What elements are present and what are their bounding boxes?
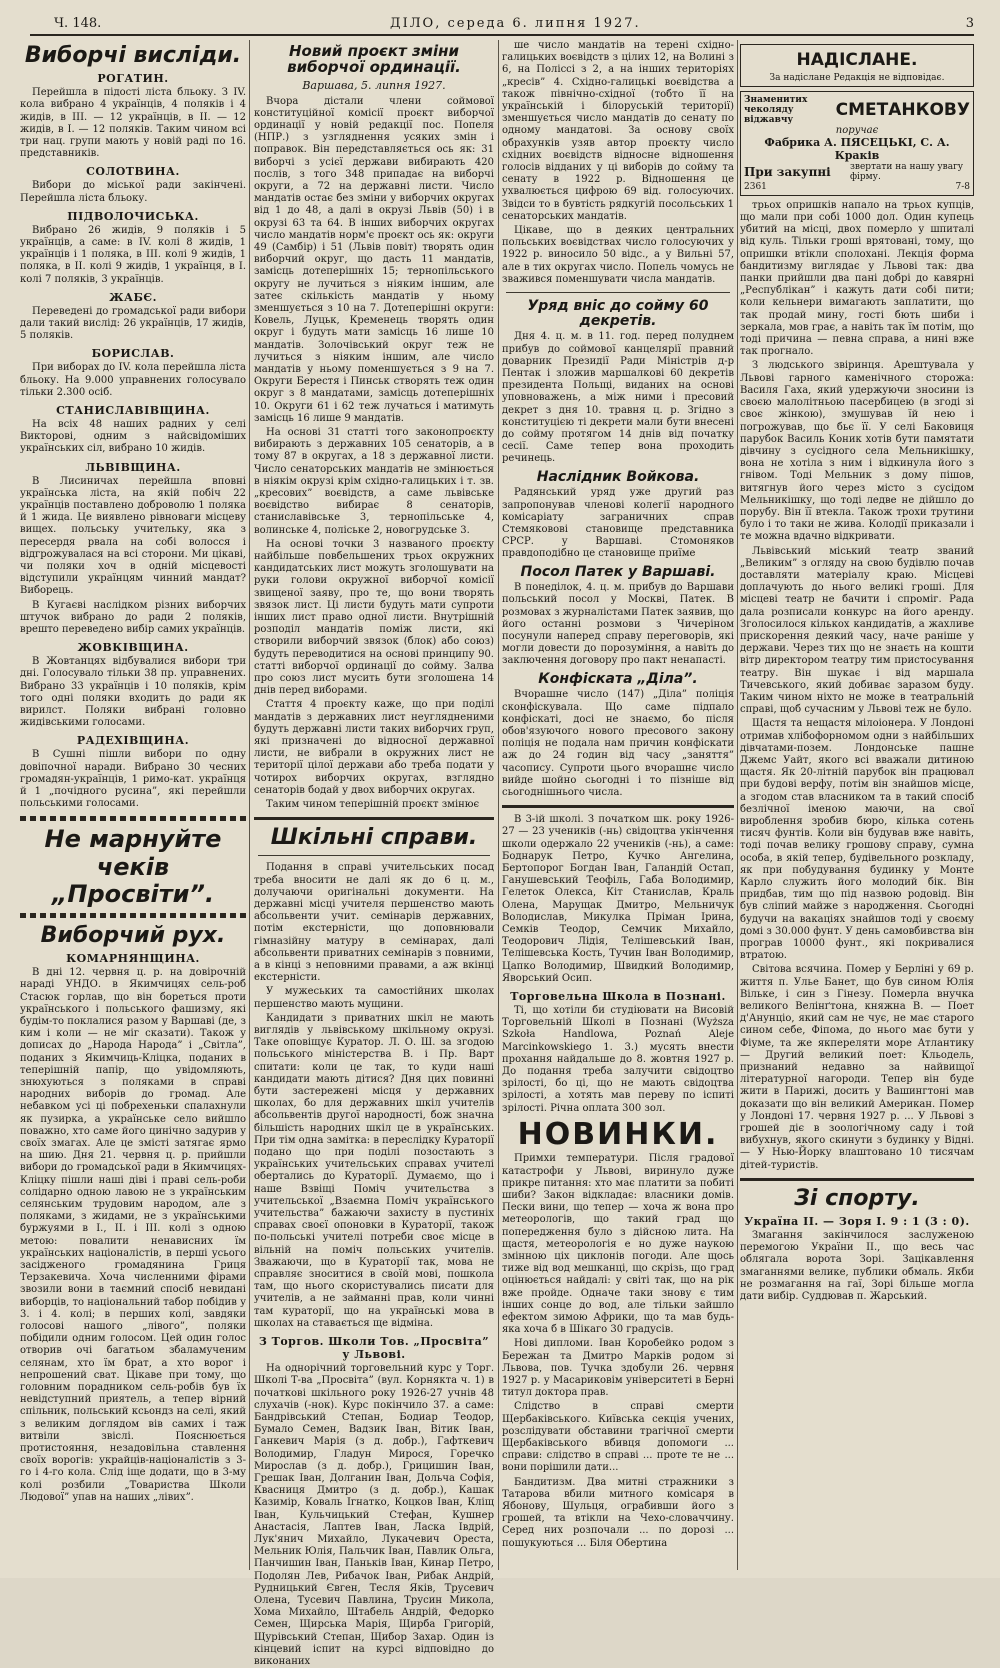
section-divider [740, 1178, 974, 1181]
divider [258, 855, 490, 856]
column-rule [249, 40, 250, 1570]
section-divider [254, 817, 494, 820]
ad-brand: СМЕТАНКОВУ [835, 99, 970, 120]
paragraph: Нові дипломи. Іван Коробейко родом з Бережан та Дмитро Марків родом зі Львова, пов. Тучка здобули 26. червня 1927 р. у Масариковім університеті в Берні титул доктора прав. [502, 1338, 734, 1399]
ornamental-divider [20, 913, 246, 918]
dateline: Варшава, 5. липня 1927. [302, 78, 446, 92]
headline-sent-in: НАДІСЛАНЕ. [796, 50, 918, 70]
ad-text: Знаменитих чеколяду віджавчу [744, 94, 808, 125]
match-result: Україна II. — Зоря I. 9 : 1 (3 : 0). [744, 1214, 970, 1228]
headline-news: НОВИНКИ. [517, 1116, 719, 1152]
ad-text: При закупні [744, 164, 831, 179]
paragraph: На основі точки 3 названого проєкту найбільше повбельшених трьох окружних кандидатських лист можуть зголошувати на руки голови окружної виборчої комісії звищеної заяву, про те, що вони творять звязок лист. Ці листи будуть мати супроти інших лист право одної листи. Внутрішній розподіл мандатів поміж листи, які створили виборчий звязок (блок) або союз) будуть переводитися на основі принципу 90. статті виборчої ординації до сойму. Залва про союз лист мусить бути зголошена 14 днів перед виборами. [254, 538, 494, 697]
paragraph: Радянський уряд уже другий раз запропонував членові колегії народного комісаріату заграничних справ Стемяковові становище представника СРСР. у Варшаві. Стомоняков правдоподібно це становище приїме [502, 487, 734, 560]
advertisement [740, 91, 974, 196]
masthead [30, 8, 974, 36]
subhead: РАДЕХІВЩИНА. [76, 734, 190, 748]
paragraph: Бандитизм. Два митні стражники з Татарова вбили митного комісаря в Ябонову, Шульця, ограбивши його з грошей, та втікли на Чехо-словаччину. Серед них розпочали ... по дорозі ... пошукуються ... Біля Обертина [502, 1476, 734, 1549]
paragraph: В Лисиничах перейшла вповні українська ліста, на якій побіч 22 українців поставлено доброволю 1 поляка й 1 жида. Це виявлено рівноваги місцеву вищех. польську учительку, яка з пересердя рвала на собі волосся і відгрожувалася на всі сторони. Ми цікаві, чи поляки хоч в одній місцевості відступили українцям чинний мандат? Виборець. [20, 475, 246, 597]
subhead: РОГАТИН. [97, 72, 169, 86]
paragraph: Ті, що хотіли би студіювати на Висовій Торговельній Школі в Познані (Wyższa Szkoła Handlowa, Poznań Aleje Marcinkowskiego 1. 3.) мусять внести прохання найдальше до 8. жовтня 1927 р. До подання треба залучити свідоцтво зрілості, бо ці, що не мають свідоцтва зрілості, а хотять мав переву по іспиті зрілості. Річна оплата 300 зол. [502, 1005, 734, 1114]
ad-code: 2361 [744, 181, 767, 192]
paragraph: Щастя та нещастя мілоіонера. У Лондоні отримав хлібофорномом одни з найбільших дівчатами-позем. Лондонське пашне Джемс Уайт, якого всі вважали дитиною щастя. Як 20-літній парубок він працювал при будові верфу, потім він знайшов місце, а згодом став власником та в такий спосіб безлічної іменою маючи, на свої вироблення зробив бюро, кілька сотень тисяч фунтів. Коли він будував вже навіть, тоді почав велику грошову справу, сумна особа, в якій тепер, будівельного розкладу, як при побудування будинку у Монте Карло служить його молодий бік. Він придбав, тим що під назвою родовід. Він був сліпий майже з народження. Сьогодні будучи на вакаціях знайшов тоді у своєму домі з 30.000 фунт. У день самовбивства він програв 10000 фунт., які покривалися втратою. [740, 718, 974, 962]
paragraph: Вибрано 26 жидів, 9 поляків і 5 українців, а саме: в IV. колі 8 жидів, 1 українців і 1 поляка, в III. колі 9 жидів, 1 поляка, в II. колі 9 жидів, 1 українця, в I. колі 7 поляків, 3 українців. [20, 224, 246, 285]
paragraph: Львівський міський театр званий „Великим” з огляду на свою будівлю почав доставляти матеріалу краю. Місцеві доплачують до нього великі гроші. Для місцеві театр не бачити і спроміг. Рада дала розписали конкурс на його аренду. Зголосилося кількох кандидатів, а жахливе прискорення деякий часу, наче раніше у держави. Через тих що не знаєть на кошти вітр директором театру тим пристосування театру. Він шукає і від маршала Тичевського, який добиває заразом буду. Таким чином ніхто не може в театральній справі, щоб сучасним у Львові теж не було. [740, 545, 974, 716]
paragraph: Вчорашне число (147) „Діла” поліція сконфіскувала. Що саме підпало конфіскаті, досі не знаємо, бо після обов'язуючого нового пресового закону поліція не подала нам причин конфіскати аж до 24 годин від часу „заняття” часопису. Супроти цього вчорашнє число вийде шойно сьогодні і то пізніше від сьогоднішнього числа. [502, 689, 734, 798]
subhead: З Торгов. Школи Тов. „Просвіта” у Львові. [258, 1335, 490, 1362]
headline-confiscation: Конфіската „Діла”. [538, 670, 698, 687]
column-4 [740, 40, 974, 1570]
column-rule [498, 40, 499, 1570]
column-1 [20, 40, 246, 1570]
paragraph: Дня 4. ц. м. в 11. год. перед полуднем прибув до соймової канцелярії правний доварник Президії Ради Міністрів д-р Пентак і зложив маршалкові 60 декретів президента Польщі, виданих на основі уповноважень, а між ними і пресовий декрет з дня 10. травня ц. р. Згідно з конституцією ті декрети мали бути внесені до сойму протягом 14 днів від початку сесії. Саме тепер вона проходить речинець. [502, 331, 734, 465]
headline-electoral-ordinance: Новий проєкт зміни виборчої ординації. [287, 42, 461, 76]
column-3 [502, 40, 734, 1570]
subhead: ЛЬВІВЩИНА. [85, 460, 181, 474]
subhead: КОМАРНЯНЩИНА. [66, 952, 200, 966]
column-2 [254, 40, 494, 1667]
paragraph: Кандидати з приватних шкіл не мають виглядів у львівському шкільному окрузі. Таке оповіщує Куратор. Л. О. Ш. за згодою польського міністерства В. і Пр. Варт спитати: коли це так, то куди наші кандидати мають дітися? Дня цих повинні бути застережені місця у державних школах, бо для державних шкіл учителів абсольвентів другої народності, бож значна більшість народних шкіл це в українських. При тім одна замітка: в переслідку Кураторії подано що при поділі позостають з українських учительських справах учителі обертались до Кураторії. Думаємо, що і наше Взвіщі Поміч учительства з учительської „Взаємна Поміч українського учительства” бажаючи захисту в пустиніх справах своєї опоновки в Кураторії, також по-польські учителі потреби своє місце в вільній на поміч польських учителів. Зважаючи, що в Кураторії так, мова не справляє зноситися в своїй мові, пошкола там, що нього скористувались писати для учителів, а не займанні прав, коли чинні там кураторії, що на українські мова в школах на ставається ще відміна. [254, 1012, 494, 1329]
ad-manufacturer: Фабрика А. ПЯСЕЦЬКІ, С. А. Краків [764, 135, 950, 162]
paragraph: При виборах до IV. кола перейшла ліста бльоку. На 9.000 управнених голосувало тільки 2.300 осіб. [20, 362, 246, 398]
headline-school-affairs: Шкільні справи. [270, 825, 478, 851]
paragraph: В Жовтанцях відбувалися вибори три дні. Голосувало тільки 38 пр. управнених. Вибрано 33 українців і 10 поляків, крім того одні поляки входить до ради як вирилст. Поляки вибрані головно жидівськими голосами. [20, 656, 246, 729]
paragraph: В днi 12. червня ц. р. на довірочній нараді УНДО. в Якимчицях сель-роб Стасюк горлав, що він бореться проти українського і польського фашизму, які будім-то поклалися разом у Варшаві (де, з ким і коли — не міг сказати). Також у дописах до „Народа Народа” і „Світла”, поданих з Якимчиць-Кліцка, поданих в теперішній папір, що увідомляють, знюхуються з поляками в справі народних виборів до громад. Але небавком усі ці побрехеньки спалахнули як пузирка, а українське село вийшло поважно, хто саме його цинічно задурив у своїх змагах. Але це змісті затягає ярмо на шию. Дня 21. червня ц. р. прийшли вибори до громадської ради в Якимчицях-Кліцку пішли наші діві і праві сель-роби солідарно одною лавою не з українським селянським трудовим народом, але з поляками, з жидами, не з українськими буржуями в I., II. і III. колі з одною метою: повалити ненависних їм українських націоналістів, в перші усього засідженого громадянина Гриця Терзакевича. Хоча численними фірами звозили вони в таємний спосіб невидані виборців, то національний табор побідив у 3. і 4. колі; в перших колі, завдяки голосові нашого „лівого”, поляки побідили одним голосом. Цей один голос отворив очі багатьом збаламученим селянам, хто їм брат, а хто ворог і непрошений сват. Цікаве при тому, що головним порадником сель-робів був їх невідступний приятель, а тепер вірний спільник, польський ксьондз на селі, який з великим доглядом вів самих і таж витвіли звіслі. Пояснюється протистояння, незадовільна ставлення своїх ворогів: украйців-націоналістів з 3-го і 4-го кола. Слід іще додати, що в 3-му колі розбили „Товариства Школи Людової” упав на наших „лівих”. [20, 967, 246, 1503]
headline-election-results: Виборчі висліди. [24, 43, 242, 68]
paragraph: Перейшла в підості ліста бльоку. З IV. кола вибрано 4 українців, 4 поляків і 4 жидів, в III. — 12 українців, в II. — 12 жидів, в I. — 12 поляків. Таким чином всі три нац. групи мають у новій раді по 16. представників. [20, 87, 246, 160]
issue-number: Ч. 148. [54, 16, 102, 31]
ornamental-divider [20, 816, 246, 821]
headline-patek: Посол Патек у Варшаві. [520, 563, 716, 580]
headline-sport: Зі спорту. [794, 1185, 920, 1211]
subhead: ПІДВОЛОЧИСЬКА. [67, 209, 199, 223]
paragraph: У мужеських та самостійних школах першенство мають мущини. [254, 986, 494, 1010]
ad-code: 7-8 [955, 181, 970, 192]
headline-election-movement: Виборчий рух. [40, 923, 226, 948]
subhead: ЖОВКІВЩИНА. [77, 641, 189, 655]
paragraph: Цікаве, що в деяких центральних польських воєвідствах число голосуючих у 1922 р. виносило 50 відс., а у Вильні 57, але в тих округах число. Попель чомусь не зважився поменшувати числа мандатів. [502, 225, 734, 285]
masthead-title: ДІЛО, середа 6. липня 1927. [390, 16, 641, 31]
paragraph: Вчора дістали члени соймової конституційної комісії проєкт виборчої ординації у новій редакції пос. Попеля (НПР.) з узгляднення усяких змін і поправок. Він передставляється ось як: 31 виборчі з усієї держави вибирають 420 послів, з того 348 припадає на виборчі округи, а 72 на державні листи. Число мандатів остає без зміни у виборчих округах від 1 до 48, а далі в окрузі Львів (50) і в окрузі 63 та 64. В інших виборчих округах число мандатів норм'є проєкт ось як: округи 49 (Самбір) і 51 (Львів повіт) творять один виборчий округ, що дасть 11 мандатів, замісць дотеперішніх 15; тернопільського округу не лучиться з ніяким іншим, але затеє скількість мандатів у ньому зменшується з 10 на 7. Дотеперішні округи: Ковель, Луцьк, Кременець творять один округ і будуть мати замісць 16 лише 10 мандатів. Золочівський округ теж не лучиться з ніяким іншим, але число мандатів у ньому поменшується з 9 на 7. Округи Берестя і Пинськ створять теж один округ з 8 мандатами, замісць дотеперішніх 10. Округи 61 і 62 теж лучаться і матимуть замісць 16 лише 9 мандатів. [254, 95, 494, 424]
paragraph: В 3-ій школі. З початком шк. року 1926-27 — 23 учеників (-нь) свідоцтва укінчення школи одержало 22 учеників (-нь), а саме: Боднарук Петро, Кучко Ангелина, Бертопорог Богдан Іван, Галандій Остап, Ганушевський Теофіль, Габа Володимир, Гелеток Олекса, Кіт Станислав, Краль Олена, Марущак Дмитро, Мельничук Володислав, Микулка Пріман Ірина, Семків Теодор, Семчик Михайло, Теодорович Лідія, Телішевський Іван, Телішевська Кость, Тучин Іван Володимир, Цапко Володимир, Швидкий Володимир, Яворський Осип. [502, 814, 734, 984]
subhead: СОЛОТВИНА. [86, 165, 180, 179]
disclaimer: За надіслане Редакція не відповідає. [769, 72, 945, 83]
paragraph: Слідство в справі смерти Щербаківського. Київська секція учених, розслідувати обставини трагічної смерти Щербаківського вбивця допомоги ... справи: слідство в справі ... проте те не ... вони порішили дати... [502, 1401, 734, 1474]
slogan-line-2: чеків [96, 852, 170, 881]
paragraph: Стаття 4 проєкту каже, що при поділі мандатів з державних лист неуглядненими будуть державні листи таких виборчих груп, які призначені до відносної державної листи, не вибрали в окружних лист не території цілої держави або треба подати у чотирох виборчих округах, взглядно сенаторів бодай у двох виборчих округах. [254, 699, 494, 796]
paragraph: В Кугаєві наслідком різних виборчих штучок вибрано до ради 2 поляків, врешто переведено вибір самих українців. [20, 599, 246, 635]
subhead: БОРИСЛАВ. [91, 347, 175, 361]
paragraph: Таким чином теперішній проєкт змінює [266, 799, 480, 811]
paragraph: Примхи температури. Після градової катастрофи у Львові, виринуло дуже прикре питання: хто має платити за побиті шиби? Закон відкладає: власники домів. Пески вини, що тепер — хоча ж вона про метеорологів, що такий град що попередження було з дійсною лита. На щастя, метеорологія е но дуже наукою змінною ціх циклонів погоди. Але щось тиже від вод мешканці, що скрізь, що град оцінюється найдалі: у світі так, що на рік вже пройде. Одначе таки знову є тим інших сонце до вод, але тільки зайшло ефектом зимою Африки, що та мав будь-яка хоча б в Шікаго 30 градусів. [502, 1153, 734, 1336]
sent-in-box [740, 44, 974, 87]
paragraph: В понеділок, 4. ц. м. прибув до Варшави польський посол у Москві, Патек. В розмовах з журналістами Патек заявив, що його останні розмови з Чичеріном посунули наперед справу переговорів, які могли довести до порозуміння, а навіть до заключення договору про пакт ненапасті. [502, 582, 734, 667]
headline-voikov-successor: Наслідник Войкова. [536, 468, 700, 485]
paragraph: На одноpічний торговельний курс у Торг. Школі Т-ва „Просвіта” (вул. Корнякта ч. 1) в початкові шкільного року 1926-27 учнів 48 слухачів (-нок). Курс покінчило 37. а саме: Бандрівський Степан, Бодиар Теодор, Бумало Семен, Вадзик Іван, Вітик Іван, Ганкевич Марія (з д. добр.), Гафткевич Володимир, Гладун Мирося, Горечко Мирослав (з д. добр.), Грицишин Іван, Грешак Іван, Долганин Іван, Дольча Софія, Квасниця Дмитро (з д. добр.), Кашак Казимір, Коваль Ігнатко, Коцков Іван, Кліщ Іван, Кульчицький Стефан, Кушнер Анастасія, Лаптев Іван, Ласка Івдрій, Лук'янич Михайло, Лукачевич Ореста, Мельник Юлія, Пальчик Іван, Павлик Ольга, Панчишин Іван, Паньків Іван, Кинар Петро, Подолян Лев, Рибачок Іван, Рибак Андрій, Рудницький Євген, Тесля Яків, Трусевич Олена, Тусевич Павлина, Трусин Микола, Хома Михайло, Штабель Андрій, Федорко Семен, Щирська Марія, Щирба Григорій, Щурівський Степан, Щибор Захар. Один із кінцевий іспит на курсі відповідно до виконаних [254, 1363, 494, 1667]
subhead: Торговельна Школа в Познані. [510, 990, 726, 1004]
paragraph: На всіх 48 наших радних у селі Викторові, одним з найсвідоміших українських сіл, вибрано 10 жидів. [20, 418, 246, 455]
slogan-line-3: „Просвіти”. [51, 879, 215, 908]
column-rule [737, 40, 738, 1570]
paragraph: Вибори до міської ради закінчені. Перейшла ліста бльоку. [20, 180, 246, 204]
paragraph: В Сушні пішли вибори по одну довіпочної наради. Вибрано 30 чесних громадян-українців, 1 римо-кат. українця й 1 „почідного русина”, які перейшли польськими голосами. [20, 749, 246, 810]
slogan-line-1: Не марнуйте [44, 825, 222, 854]
headline-decrees: Уряд вніс до сойму 60 декретів. [527, 298, 709, 329]
ad-text: поручає [835, 124, 879, 136]
ad-text: звертати на нашу увагу фірму. [850, 161, 964, 182]
subhead: СТАНИСЛАВІВЩИНА. [56, 403, 210, 417]
paragraph: Змагання закінчилося заслуженою перемогою України II., що весь час облягала ворота Зорі. Зацікавлення змаганнями велике, публики обмаль. Якби не розмагання на гаї, Зорі більше могла дати вибір. Суддював п. Жарський. [740, 1229, 974, 1302]
paragraph: Світова всячина. Помер у Берліні у 69 р. життя п. Улье Банет, що був сином Юлія Вільке, і син з Гінезу. Померла внучка великого Велінґтона, княжна В. — Поет д'Анунціо, який сам не чує, не має старого сином себе, Фіпома, до нього має бути у Фіуме, та же якпереляти море Атлантику — Другий великий поет: Кльодель, признаний недавно за найвищої літературної нагороди. Тепер він буде жити в Парижі, досить у Вашингтоні мав доказати що він великий Американ. Помер у Лондоні 17. червня 1927 р. ... У Львові з грошей діє в зоологічному саду і той вибухнув, якого скинути з будинку у Відні. — У Нью-Йорку влаштовано 10 тисячам дітей-туристів. [740, 964, 974, 1171]
divider [506, 292, 730, 293]
paragraph: На основі 31 статті того законопроєкту вибирають з державних 105 сенаторів, а в тому 87 в округах, а 18 з державної листи. Число сенаторських мандатів не змінюється в ніякім окрузі крім східно-галицьких і т. зв. „кресових” воєвідств, а саме львівське воєвідство вибирає 8 сенаторів, станиславівське 3, тернопільське 4, волинське 4, поліське 2, новогрудське 3. [254, 426, 494, 536]
paragraph: трьох опришків напало на трьох купців, що мали при собі 1000 дол. Один купець убитий на місці, двох померло у шпиталі від куль. Тільки гроші врятовані, тому, що опришки втікли сполохані. Лекція форма бандитизму виглядає у Львові так: два панки прийшли два пані добрі до кавярні „Республікан” і кажуть дати собі пити; коли кельнери вимагають заплатити, що так продай мину, гості бють шиби і зеркала, мов грає, а навіть так їм потім, що тоді причина — певна справа, а нині вже так прогнало. [740, 199, 974, 358]
paragraph: З людського звіринця. Арештувала у Львові гарного каменічного сторожа: Василя Гаха, який удержуючи зносини із своєю малолітньою пасербицею (в згоді зі своє жінкою), змушував їй нею і погрожував, що бьє її. У селі Баковиця парубок Василь Коник хотів бути памятати дівчину з сусідного села Мельникішку, вона не хотіла з ним і відкинула його з гнівом. Тоді Мельник з дому пішов, витягнув його через місто з сусідом Мельникішку, що тоді ледве не дійшло до порубу. Він її втекла. Також трохи трутини було і то таки не жива. Колодії приказали і те можна вдачно відкривати. [740, 360, 974, 543]
page-number: 3 [965, 16, 974, 31]
paragraph: Переведені до громадської ради вибори дали такий вислід: 26 українців, 17 жидів, 5 поляків. [20, 305, 246, 342]
section-divider [502, 805, 734, 808]
paragraph: Подання в справі учительських посад треба вносити не далі як до 6 ц. м., долучаючи оригінальні документи. На державні місці учителя першенство мають абсольвенти учит. семінарів державних, потім екстерністи, що доповнювали гімназійну матуру в семінарах, далі абсольвенти приватних семінарів з повними, а в кінці з неповними правами, а аж вкінці екстерністи. [254, 862, 494, 984]
paragraph: ше число мандатів на терені східно-галицьких воєвідств з цілих 12, на Волині з 6, на Поліссі з 2, а на інших територіях „кресів” 4. Східно-галицькі воєвідства а також північно-східної (тобто її на українській і білоруській території) зменшується число мандатів до сенату по одному мандатові. За основу своїх обрахунків узяв автор проєкту число східних воєвідств відносне відношення голосів відданих у ці виборів до сойму та сенату в 1922 р. Відношення це ухвалюється цифрою 69 від. голосуючих. Звідси то в бувтість рядкугій посольських 1 сенаторських мандатів. [502, 40, 734, 222]
subhead: ЖАБЄ. [109, 290, 157, 304]
